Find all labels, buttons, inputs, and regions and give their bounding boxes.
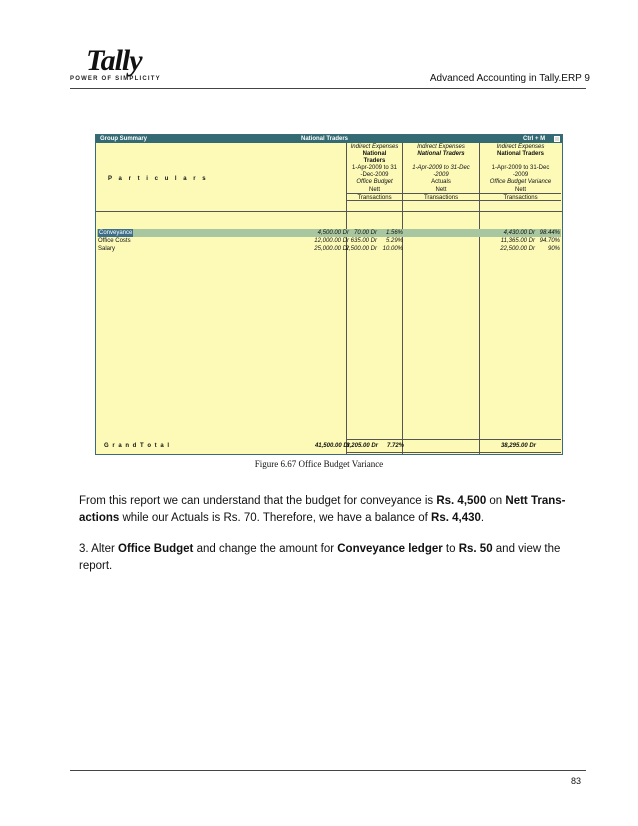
grand-total-row [96, 440, 562, 452]
ledger-name: Conveyance [99, 230, 133, 236]
variance-percent: 94.70% [539, 238, 560, 244]
ledger-row-office-costs[interactable] [97, 237, 561, 245]
logo-tagline: POWER OF SIMPLICITY [70, 76, 161, 82]
tally-logo: Tally [86, 44, 142, 77]
instruction-step-3: 3. Alter Office Budget and change the amount for Conveyance ledger to Rs. 50 and view the report. [79, 543, 561, 572]
title-company: National Traders [301, 136, 349, 142]
actual-percent: 1.56% [385, 230, 403, 236]
grand-total-label: G r a n d T o t a l [104, 443, 171, 449]
book-title: Advanced Accounting in Tally.ERP 9 [429, 73, 590, 84]
variance-value: 11,365.00 Dr [500, 238, 535, 244]
title-shortcut: Ctrl + M [523, 136, 546, 142]
variance-value: 4,430.00 Dr [503, 230, 535, 236]
actual-percent: 5.29% [385, 238, 403, 244]
variance-percent: 98.44% [539, 230, 560, 236]
budget-value: 25,000.00 Dr [314, 246, 349, 252]
variance-percent: 90% [547, 246, 560, 252]
total-rule [346, 452, 561, 453]
tally-title-bar [96, 135, 562, 143]
ledger-name: Salary [98, 246, 116, 252]
header-bottom-rule [96, 211, 562, 212]
header-divider [70, 88, 586, 89]
actual-percent: 10.00% [382, 246, 403, 252]
particulars-label: P a r t i c u l a r s [108, 176, 209, 182]
page-number: 83 [570, 776, 581, 786]
column-header-actuals: Indirect Expenses National Traders 1-Apr-2009 to 31-Dec -2009 Actuals Nett Transactions [412, 144, 470, 201]
tally-group-summary-screen [95, 134, 563, 455]
grand-total-actual: 3,205.00 Dr [346, 443, 378, 449]
actual-value: 70.00 Dr [353, 230, 377, 236]
grand-total-actual-percent: 7.72% [386, 443, 404, 449]
actual-value: 635.00 Dr [350, 238, 377, 244]
variance-value: 22,500.00 Dr [500, 246, 535, 252]
footer-divider [70, 770, 586, 771]
actual-value: 2,500.00 Dr [345, 246, 377, 252]
column-header-budget: Indirect Expenses National Traders 1-Apr-2009 to 31 -Dec-2009 Office Budget Nett Transactions [350, 144, 399, 201]
ledger-row-salary[interactable] [97, 245, 561, 253]
budget-value: 4,500.00 Dr [317, 230, 349, 236]
close-icon[interactable] [554, 136, 560, 142]
ledger-name: Office Costs [98, 238, 131, 244]
figure-caption: Figure 6.67 Office Budget Variance [254, 459, 384, 469]
body-paragraph: From this report we can understand that the budget for conveyance is Rs. 4,500 on Nett Trans-actions while our Actuals is Rs. 70. Therefore, we have a balance of Rs. 4,430. [79, 495, 566, 524]
column-header-variance: Indirect Expenses National Traders 1-Apr-2009 to 31-Dec -2009 Office Budget Variance Nett Transactions [489, 144, 552, 201]
ledger-row-conveyance[interactable] [97, 229, 561, 237]
budget-value: 12,000.00 Dr [314, 238, 349, 244]
grand-total-budget: 41,500.00 Dr [314, 443, 350, 449]
title-group-summary: Group Summary [100, 136, 148, 142]
grand-total-variance: 38,295.00 Dr [500, 443, 536, 449]
